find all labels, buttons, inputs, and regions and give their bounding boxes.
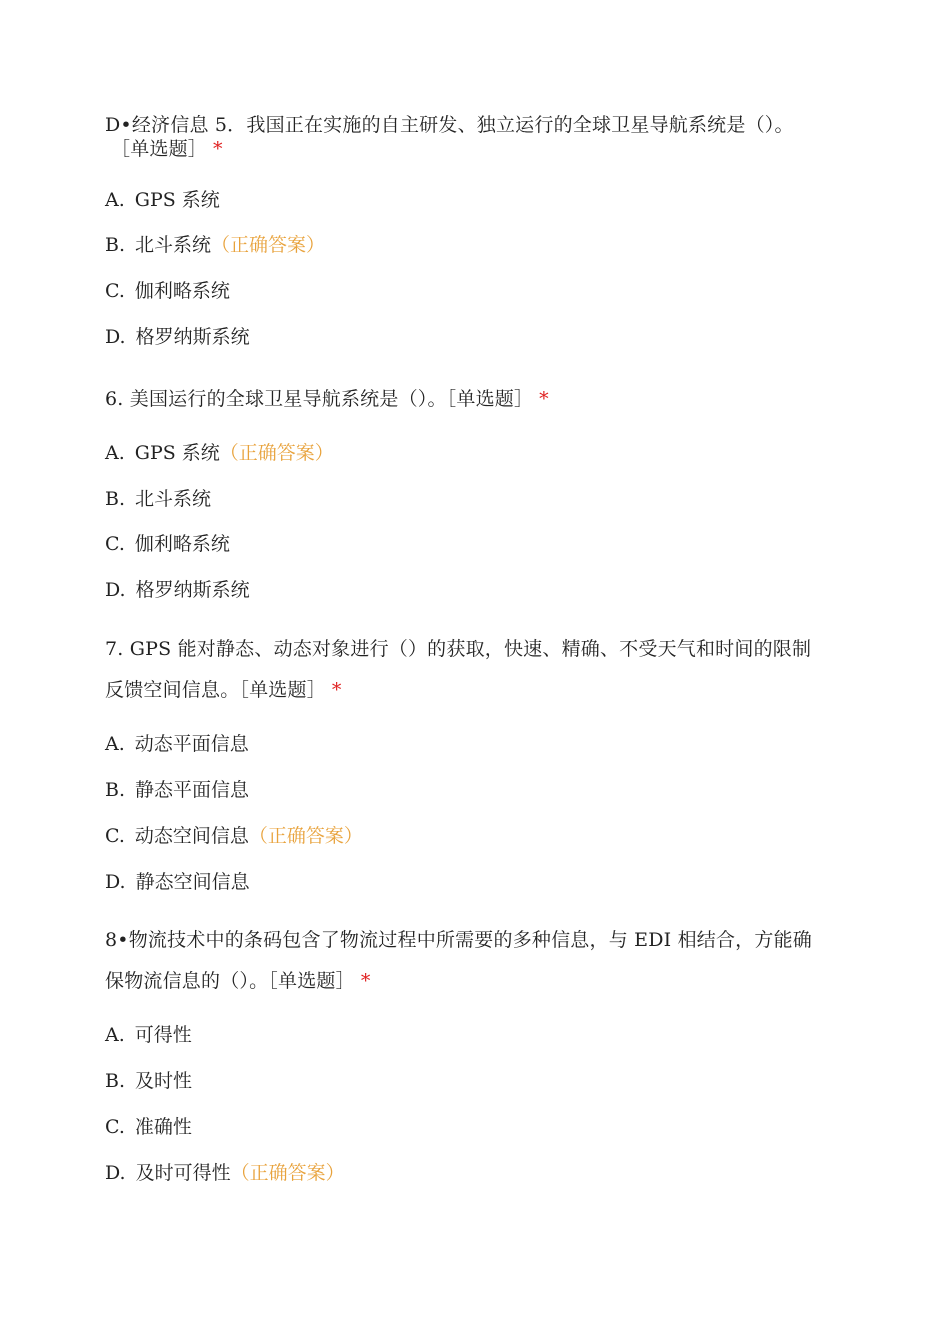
option-text: 格罗纳斯系统 xyxy=(135,326,250,348)
option-letter: D. xyxy=(105,326,126,348)
option-text: 伽利略系统 xyxy=(134,533,230,555)
required-mark: * xyxy=(539,388,549,410)
option-row[interactable] xyxy=(105,233,325,257)
option-row[interactable] xyxy=(105,487,211,511)
option-letter: D. xyxy=(105,1162,126,1184)
option-text: GPS 系统 xyxy=(134,189,220,211)
question-7-line-1 xyxy=(105,637,811,661)
option-text: 可得性 xyxy=(134,1024,192,1046)
option-letter: A. xyxy=(105,1024,125,1046)
question-text: 反馈空间信息。［单选题］ xyxy=(105,679,326,701)
question-5-line-1 xyxy=(105,113,794,137)
correct-answer-tag: （正确答案） xyxy=(219,442,334,464)
correct-answer-tag: （正确答案） xyxy=(230,1162,345,1184)
required-mark: * xyxy=(331,679,342,701)
option-letter: A. xyxy=(105,733,125,755)
option-text: 静态空间信息 xyxy=(135,871,250,893)
option-text: 及时性 xyxy=(135,1070,193,1092)
option-text: 及时可得性 xyxy=(135,1162,231,1184)
option-text: 北斗系统 xyxy=(135,488,212,510)
option-letter: D. xyxy=(105,579,126,601)
option-text: 北斗系统 xyxy=(135,234,212,256)
option-row[interactable] xyxy=(105,532,230,556)
option-text: 格罗纳斯系统 xyxy=(135,579,250,601)
option-row[interactable] xyxy=(105,1161,345,1185)
option-letter: C. xyxy=(105,280,125,302)
question-8-line-1 xyxy=(105,928,812,952)
required-mark: * xyxy=(213,138,223,160)
option-letter: C. xyxy=(105,533,125,555)
option-row[interactable] xyxy=(105,870,250,894)
question-text: 7. GPS 能对静态、动态对象进行（）的获取，快速、精确、不受天气和时间的限制 xyxy=(105,638,812,660)
question-text: D•经济信息 5．我国正在实施的自主研发、独立运行的全球卫星导航系统是（）。 xyxy=(105,114,794,136)
correct-answer-tag: （正确答案） xyxy=(211,234,326,256)
question-7-line-2 xyxy=(105,678,342,702)
option-row[interactable] xyxy=(105,441,334,465)
option-text: 伽利略系统 xyxy=(134,280,230,302)
option-letter: A. xyxy=(105,189,125,211)
question-5-line-2 xyxy=(111,137,223,161)
option-row[interactable] xyxy=(105,778,249,802)
question-text: ［单选题］ xyxy=(111,138,208,160)
option-row[interactable] xyxy=(105,578,250,602)
option-row[interactable] xyxy=(105,325,250,349)
option-letter: B. xyxy=(105,1070,126,1092)
option-letter: B. xyxy=(105,488,126,510)
option-row[interactable] xyxy=(105,188,220,212)
option-text: GPS 系统 xyxy=(134,442,220,464)
correct-answer-tag: （正确答案） xyxy=(248,825,363,847)
option-text: 动态平面信息 xyxy=(134,733,249,755)
option-row[interactable] xyxy=(105,1069,192,1093)
option-row[interactable] xyxy=(105,732,249,756)
option-letter: A. xyxy=(105,442,125,464)
option-letter: C. xyxy=(105,1116,125,1138)
option-row[interactable] xyxy=(105,279,230,303)
question-text: 保物流信息的（）。［单选题］ xyxy=(105,970,355,992)
option-letter: D. xyxy=(105,871,126,893)
option-text: 准确性 xyxy=(134,1116,192,1138)
option-text: 动态空间信息 xyxy=(134,825,249,847)
option-row[interactable] xyxy=(105,1023,192,1047)
option-text: 静态平面信息 xyxy=(135,779,250,801)
question-8-line-2 xyxy=(105,969,371,993)
option-letter: C. xyxy=(105,825,125,847)
required-mark: * xyxy=(360,970,371,992)
option-letter: B. xyxy=(105,779,126,801)
question-text: 8•物流技术中的条码包含了物流过程中所需要的多种信息，与 EDI 相结合，方能确 xyxy=(105,929,812,951)
option-row[interactable] xyxy=(105,1115,192,1139)
question-text: 6. 美国运行的全球卫星导航系统是（）。［单选题］ xyxy=(105,388,534,410)
option-letter: B. xyxy=(105,234,126,256)
question-6-line-1 xyxy=(105,387,549,411)
option-row[interactable] xyxy=(105,824,363,848)
